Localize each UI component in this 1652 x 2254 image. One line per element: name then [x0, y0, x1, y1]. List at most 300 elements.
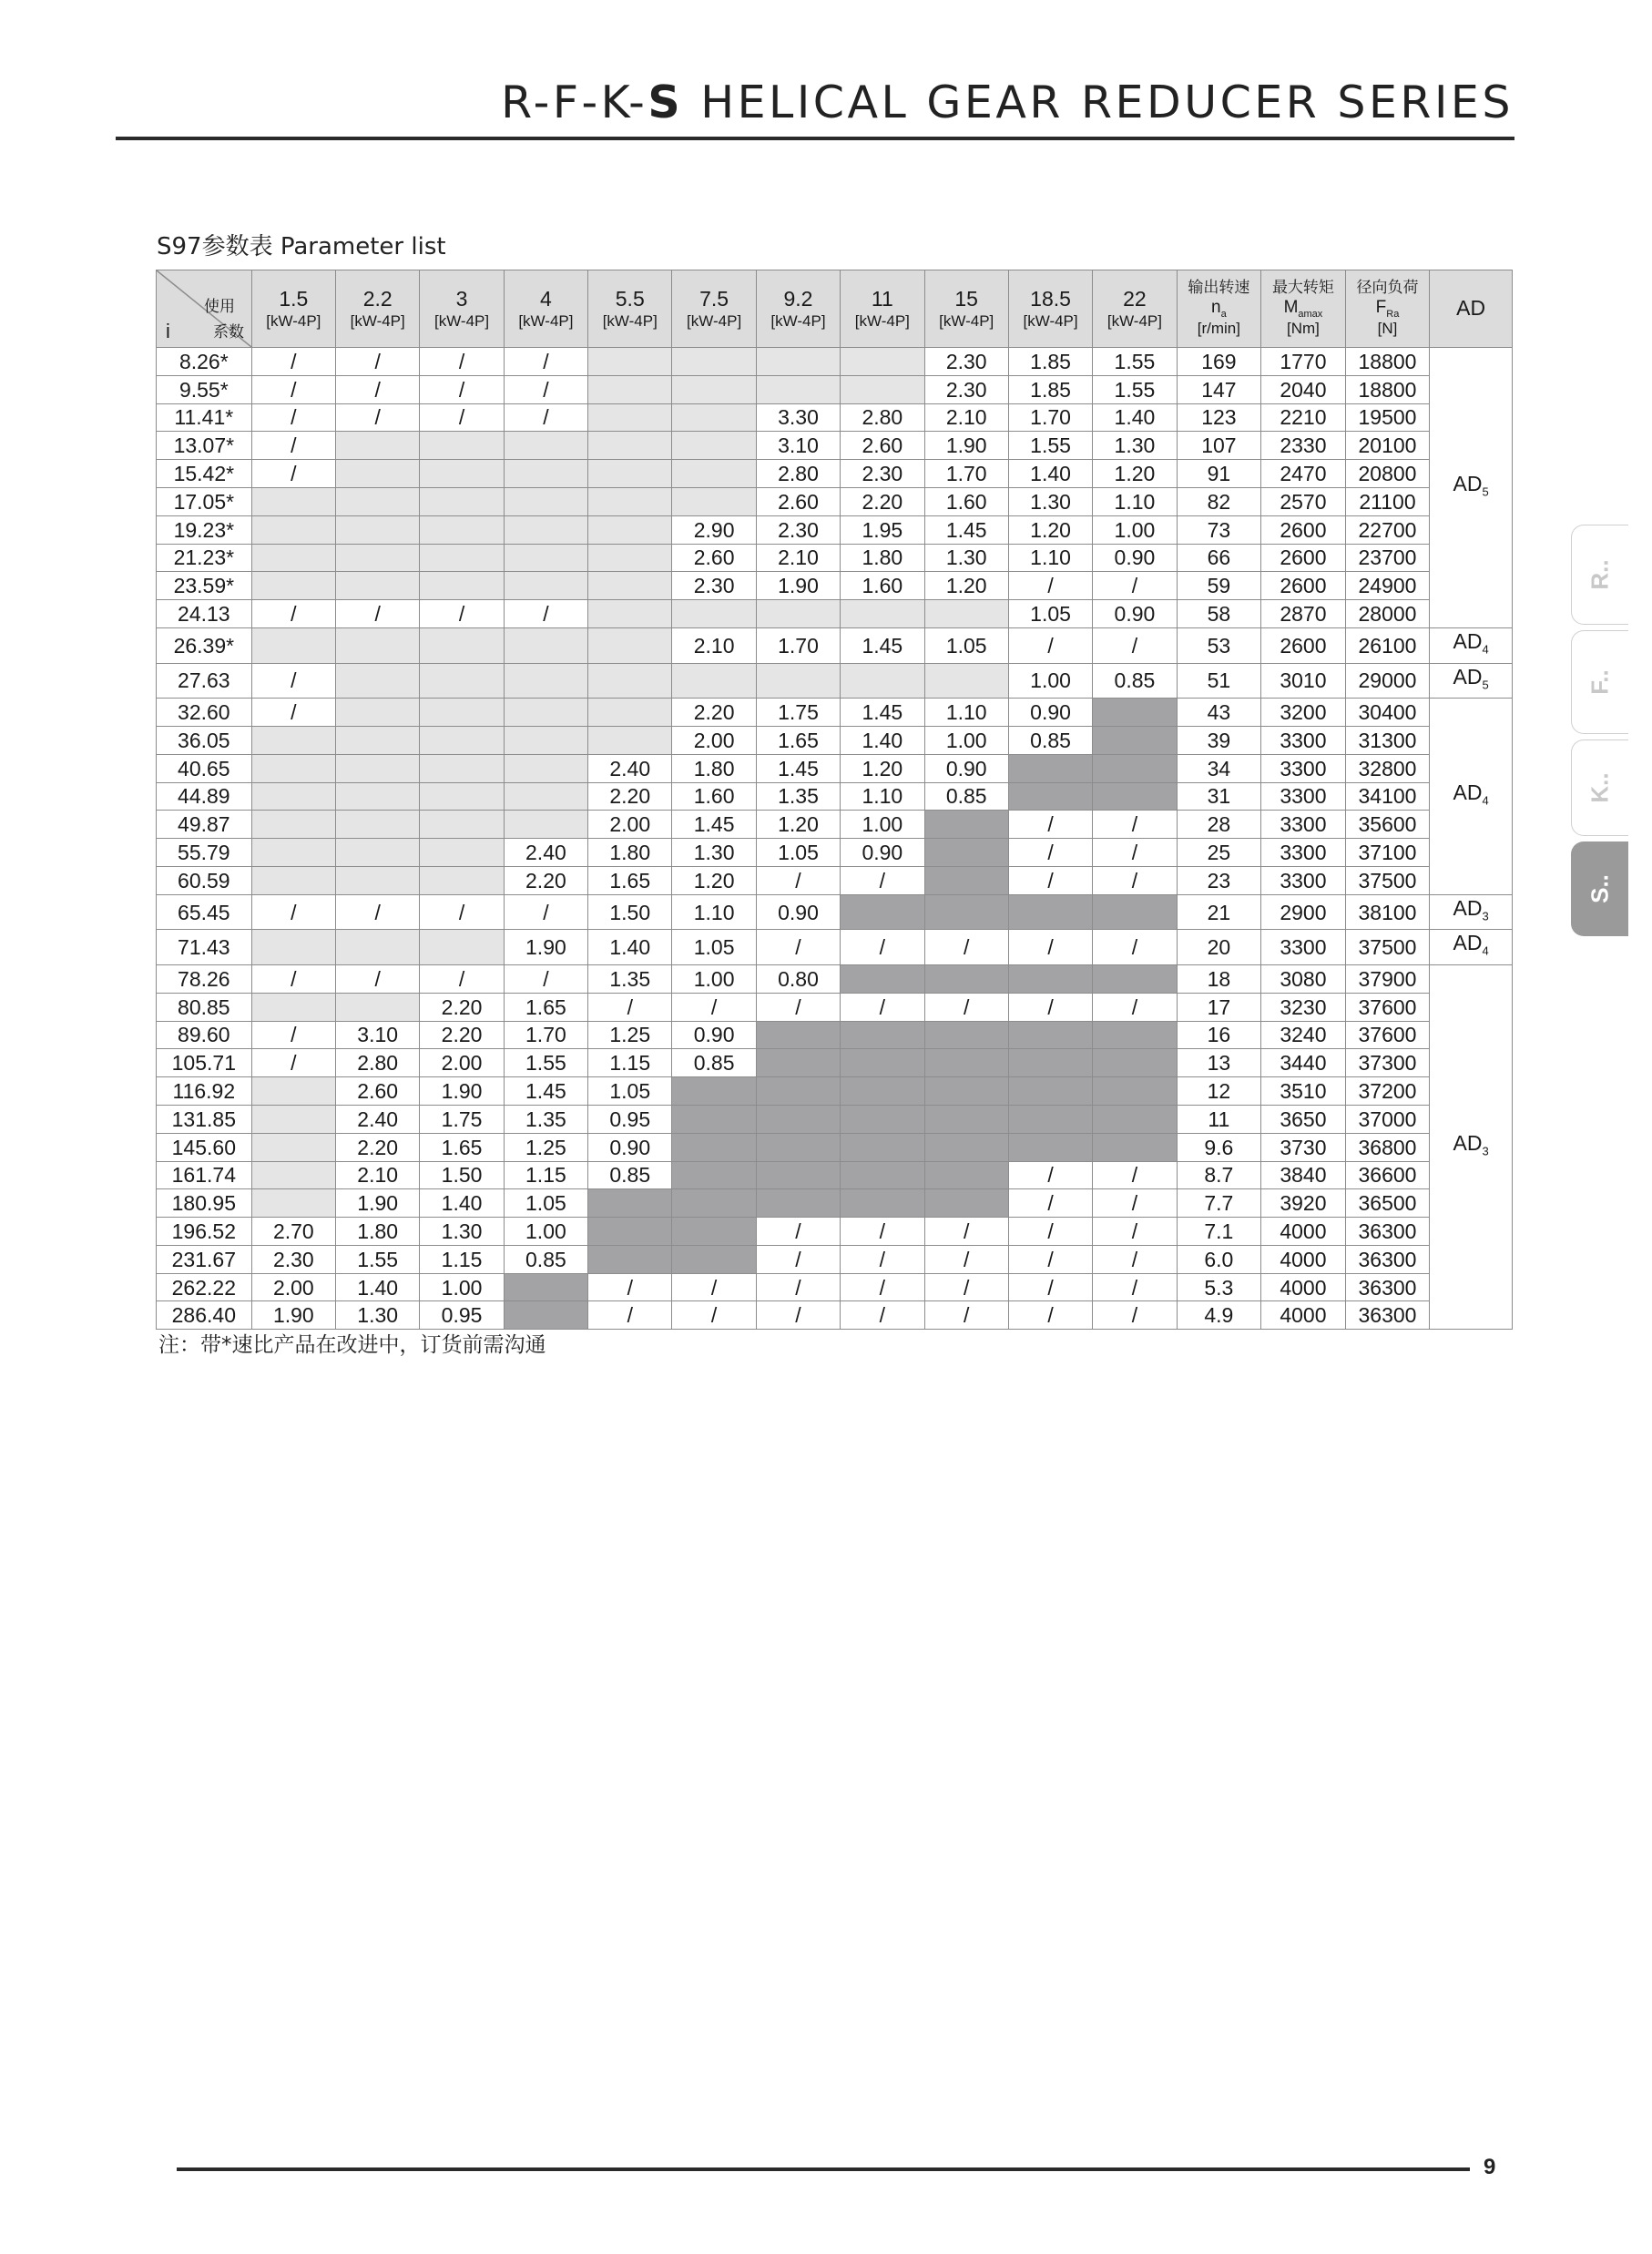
service-factor-cell: 1.00 [841, 811, 924, 839]
service-factor-cell: 2.00 [420, 1049, 504, 1077]
service-factor-cell: 0.90 [756, 894, 840, 930]
ratio-cell: 17.05* [157, 487, 252, 515]
table-row [157, 993, 1513, 1021]
ad-cell: $AD_4$ [1430, 627, 1513, 663]
table-row [157, 839, 1513, 867]
empty-cell [336, 544, 420, 572]
output-speed-cell: 59 [1177, 572, 1261, 600]
empty-cell [504, 663, 587, 699]
table-row [157, 1218, 1513, 1246]
radial-load-cell: 29000 [1345, 663, 1430, 699]
power-unit: [kW-4P] [854, 311, 910, 330]
unavailable-cell [756, 1189, 840, 1218]
service-factor-cell: / [504, 894, 587, 930]
unavailable-cell [504, 1273, 587, 1301]
service-factor-cell: / [1008, 930, 1092, 965]
service-factor-cell: 2.20 [841, 487, 924, 515]
service-factor-cell: / [336, 348, 420, 376]
table-row [157, 403, 1513, 432]
ratio-cell: 8.26* [157, 348, 252, 376]
empty-cell [251, 726, 335, 754]
unavailable-cell [672, 1218, 756, 1246]
power-header-1.5 [251, 270, 335, 348]
power-unit: [kW-4P] [1023, 311, 1078, 330]
output-speed-cell: 25 [1177, 839, 1261, 867]
empty-cell [251, 754, 335, 782]
service-factor-cell: 1.20 [672, 866, 756, 894]
ratio-cell: 71.43 [157, 930, 252, 965]
unavailable-cell [1093, 1021, 1177, 1049]
service-factor-cell: 1.80 [336, 1218, 420, 1246]
empty-cell [588, 627, 672, 663]
empty-cell [841, 348, 924, 376]
service-factor-cell: / [420, 964, 504, 993]
service-factor-cell: / [588, 1301, 672, 1330]
max-torque-cell: 2600 [1261, 572, 1346, 600]
empty-cell [756, 375, 840, 403]
empty-cell [336, 866, 420, 894]
service-factor-cell: 1.70 [1008, 403, 1092, 432]
output-speed-cell: 7.1 [1177, 1218, 1261, 1246]
unavailable-cell [756, 1049, 840, 1077]
output-speed-cell: 21 [1177, 894, 1261, 930]
empty-cell [420, 726, 504, 754]
radial-load-cell: 36300 [1345, 1301, 1430, 1330]
table-row [157, 1301, 1513, 1330]
unavailable-cell [756, 1133, 840, 1161]
power-unit: [kW-4P] [939, 311, 994, 330]
service-factor-cell: / [841, 993, 924, 1021]
service-factor-cell: 1.35 [756, 782, 840, 811]
unavailable-cell [756, 1105, 840, 1133]
empty-cell [504, 515, 587, 544]
empty-cell [756, 663, 840, 699]
max-torque-cell: 2870 [1261, 600, 1346, 628]
ratio-cell: 60.59 [157, 866, 252, 894]
service-factor-cell: / [251, 600, 335, 628]
max-torque-cell: 3300 [1261, 930, 1346, 965]
unavailable-cell [1093, 782, 1177, 811]
table-row [157, 1105, 1513, 1133]
radial-load-cell: 18800 [1345, 348, 1430, 376]
unavailable-cell [672, 1105, 756, 1133]
max-torque-cell: 2600 [1261, 544, 1346, 572]
service-factor-cell: 1.70 [924, 460, 1008, 488]
output-speed-cell: 11 [1177, 1105, 1261, 1133]
unavailable-cell [672, 1245, 756, 1273]
unavailable-cell [504, 1301, 587, 1330]
ad-header: AD [1430, 270, 1513, 348]
service-factor-cell: / [1093, 1189, 1177, 1218]
service-factor-cell: / [251, 432, 335, 460]
unavailable-cell [924, 839, 1008, 867]
table-row [157, 726, 1513, 754]
power-value: 22 [1123, 287, 1147, 311]
power-value: 18.5 [1030, 287, 1071, 311]
service-factor-cell: 1.20 [1093, 460, 1177, 488]
unavailable-cell [1008, 1049, 1092, 1077]
empty-cell [504, 460, 587, 488]
header-rule [116, 137, 1514, 140]
service-factor-cell: 2.40 [504, 839, 587, 867]
empty-cell [420, 460, 504, 488]
service-factor-cell: / [756, 1273, 840, 1301]
service-factor-cell: 2.70 [251, 1218, 335, 1246]
service-factor-cell: / [672, 1273, 756, 1301]
side-tab-k[interactable] [1571, 739, 1628, 836]
service-factor-cell: 1.30 [1008, 487, 1092, 515]
service-factor-cell: / [1008, 1218, 1092, 1246]
service-factor-cell: 1.00 [420, 1273, 504, 1301]
table-row [157, 964, 1513, 993]
unavailable-cell [1008, 1021, 1092, 1049]
unavailable-cell [672, 1161, 756, 1189]
empty-cell [251, 839, 335, 867]
header-unit: [Nm] [1286, 320, 1320, 338]
side-tab-label: S.. [1586, 874, 1614, 903]
ratio-cell: 32.60 [157, 699, 252, 727]
service-factor-cell: / [1093, 1273, 1177, 1301]
output-speed-cell: 28 [1177, 811, 1261, 839]
power-header-18.5 [1008, 270, 1092, 348]
service-factor-cell: 2.10 [672, 627, 756, 663]
radial-load-cell: 23700 [1345, 544, 1430, 572]
service-factor-cell: / [251, 964, 335, 993]
service-factor-cell: / [841, 930, 924, 965]
empty-cell [336, 515, 420, 544]
empty-cell [504, 811, 587, 839]
service-factor-cell: 2.20 [588, 782, 672, 811]
unavailable-cell [756, 1077, 840, 1106]
empty-cell [588, 515, 672, 544]
service-factor-cell: 1.45 [841, 627, 924, 663]
service-factor-cell: 1.05 [924, 627, 1008, 663]
ratio-cell: 44.89 [157, 782, 252, 811]
radial-load-cell: 21100 [1345, 487, 1430, 515]
service-factor-cell: / [1008, 866, 1092, 894]
radial-load-cell: 18800 [1345, 375, 1430, 403]
unavailable-cell [588, 1245, 672, 1273]
radial-load-cell: 37500 [1345, 930, 1430, 965]
service-factor-cell: 1.30 [336, 1301, 420, 1330]
table-row [157, 600, 1513, 628]
service-factor-cell: / [251, 375, 335, 403]
radial-load-cell: 32800 [1345, 754, 1430, 782]
output-speed-cell: 39 [1177, 726, 1261, 754]
ratio-cell: 105.71 [157, 1049, 252, 1077]
unavailable-cell [841, 1189, 924, 1218]
power-header-2.2 [336, 270, 420, 348]
unavailable-cell [588, 1189, 672, 1218]
table-row [157, 811, 1513, 839]
service-factor-cell: 0.85 [1093, 663, 1177, 699]
unavailable-cell [588, 1218, 672, 1246]
empty-cell [588, 487, 672, 515]
empty-cell [251, 1105, 335, 1133]
service-factor-cell: / [336, 375, 420, 403]
extra-header-2 [1345, 270, 1430, 348]
service-factor-cell: / [1093, 1161, 1177, 1189]
radial-load-cell: 37900 [1345, 964, 1430, 993]
output-speed-cell: 7.7 [1177, 1189, 1261, 1218]
table-row [157, 1077, 1513, 1106]
empty-cell [251, 515, 335, 544]
unavailable-cell [924, 1077, 1008, 1106]
service-factor-cell: 1.40 [1093, 403, 1177, 432]
power-header-11 [841, 270, 924, 348]
service-factor-cell: 0.85 [1008, 726, 1092, 754]
unavailable-cell [924, 1189, 1008, 1218]
empty-cell [336, 487, 420, 515]
service-factor-cell: 0.85 [504, 1245, 587, 1273]
empty-cell [504, 487, 587, 515]
service-factor-cell: 1.30 [672, 839, 756, 867]
output-speed-cell: 58 [1177, 600, 1261, 628]
table-row [157, 782, 1513, 811]
service-factor-cell: / [756, 1218, 840, 1246]
empty-cell [672, 487, 756, 515]
service-factor-cell: / [1008, 811, 1092, 839]
radial-load-cell: 36300 [1345, 1218, 1430, 1246]
ratio-cell: 286.40 [157, 1301, 252, 1330]
service-factor-cell: / [924, 1273, 1008, 1301]
unavailable-cell [1008, 782, 1092, 811]
empty-cell [420, 627, 504, 663]
side-tab-s[interactable] [1571, 841, 1628, 936]
ratio-cell: 21.23* [157, 544, 252, 572]
service-factor-cell: 0.95 [420, 1301, 504, 1330]
service-factor-cell: 1.40 [1008, 460, 1092, 488]
service-factor-cell: 1.45 [504, 1077, 587, 1106]
max-torque-cell: 2470 [1261, 460, 1346, 488]
unavailable-cell [1093, 894, 1177, 930]
output-speed-cell: 18 [1177, 964, 1261, 993]
output-speed-cell: 73 [1177, 515, 1261, 544]
radial-load-cell: 38100 [1345, 894, 1430, 930]
service-factor-cell: 1.40 [841, 726, 924, 754]
output-speed-cell: 20 [1177, 930, 1261, 965]
service-factor-cell: 0.90 [1093, 544, 1177, 572]
ad-cell: $AD_3$ [1430, 894, 1513, 930]
service-factor-cell: 2.30 [841, 460, 924, 488]
unavailable-cell [756, 1021, 840, 1049]
ratio-cell: 9.55* [157, 375, 252, 403]
service-factor-cell: / [504, 964, 587, 993]
service-factor-cell: 1.05 [504, 1189, 587, 1218]
service-factor-cell: 3.30 [756, 403, 840, 432]
ratio-cell: 180.95 [157, 1189, 252, 1218]
radial-load-cell: 28000 [1345, 600, 1430, 628]
service-factor-cell: / [251, 1021, 335, 1049]
service-factor-cell: / [672, 1301, 756, 1330]
table-row [157, 375, 1513, 403]
radial-load-cell: 24900 [1345, 572, 1430, 600]
corner-header [157, 270, 252, 348]
service-factor-cell: 1.10 [1008, 544, 1092, 572]
max-torque-cell: 3840 [1261, 1161, 1346, 1189]
header-bold-letter: S [648, 76, 684, 128]
empty-cell [336, 811, 420, 839]
empty-cell [251, 993, 335, 1021]
unavailable-cell [1093, 1133, 1177, 1161]
empty-cell [504, 699, 587, 727]
service-factor-cell: / [251, 1049, 335, 1077]
empty-cell [588, 663, 672, 699]
radial-load-cell: 34100 [1345, 782, 1430, 811]
unavailable-cell [1093, 1049, 1177, 1077]
unavailable-cell [1008, 754, 1092, 782]
empty-cell [756, 348, 840, 376]
unavailable-cell [672, 1077, 756, 1106]
empty-cell [336, 782, 420, 811]
service-factor-cell: 1.05 [588, 1077, 672, 1106]
unavailable-cell [841, 1133, 924, 1161]
service-factor-cell: / [756, 930, 840, 965]
service-factor-cell: 2.80 [841, 403, 924, 432]
empty-cell [588, 699, 672, 727]
side-tab-label: K.. [1586, 772, 1614, 803]
ratio-cell: 11.41* [157, 403, 252, 432]
max-torque-cell: 3230 [1261, 993, 1346, 1021]
service-factor-cell: 2.20 [504, 866, 587, 894]
service-factor-cell: 1.65 [504, 993, 587, 1021]
service-factor-cell: 1.55 [336, 1245, 420, 1273]
service-factor-cell: 2.10 [336, 1161, 420, 1189]
service-factor-cell: 3.10 [336, 1021, 420, 1049]
service-factor-cell: 1.20 [756, 811, 840, 839]
output-speed-cell: 17 [1177, 993, 1261, 1021]
table-row [157, 460, 1513, 488]
table-row [157, 754, 1513, 782]
empty-cell [336, 663, 420, 699]
service-factor-cell: / [336, 600, 420, 628]
service-factor-cell: 1.90 [420, 1077, 504, 1106]
service-factor-cell: 1.50 [420, 1161, 504, 1189]
power-header-5.5 [588, 270, 672, 348]
service-factor-cell: / [1008, 1273, 1092, 1301]
power-header-9.2 [756, 270, 840, 348]
empty-cell [588, 432, 672, 460]
service-factor-cell: / [841, 1245, 924, 1273]
service-factor-cell: / [504, 600, 587, 628]
empty-cell [420, 432, 504, 460]
power-unit: [kW-4P] [518, 311, 574, 330]
header-symbol: $F_{Ra}$ [1375, 297, 1400, 320]
output-speed-cell: 31 [1177, 782, 1261, 811]
service-factor-cell: 1.40 [420, 1189, 504, 1218]
service-factor-cell: 1.55 [1008, 432, 1092, 460]
output-speed-cell: 107 [1177, 432, 1261, 460]
service-factor-cell: 1.10 [841, 782, 924, 811]
service-factor-cell: 1.90 [924, 432, 1008, 460]
service-factor-cell: 2.90 [672, 515, 756, 544]
power-value: 4 [540, 287, 552, 311]
unavailable-cell [841, 1021, 924, 1049]
power-value: 15 [954, 287, 978, 311]
service-factor-cell: 1.85 [1008, 375, 1092, 403]
unavailable-cell [1093, 1077, 1177, 1106]
service-factor-cell: / [1008, 839, 1092, 867]
service-factor-cell: / [756, 1245, 840, 1273]
service-factor-cell: 1.70 [756, 627, 840, 663]
service-factor-cell: / [336, 894, 420, 930]
parameter-table [156, 270, 1513, 1330]
service-factor-cell: 1.35 [504, 1105, 587, 1133]
service-factor-cell: / [251, 460, 335, 488]
ad-cell: $AD_3$ [1430, 964, 1513, 1329]
empty-cell [420, 866, 504, 894]
radial-load-cell: 37200 [1345, 1077, 1430, 1106]
service-factor-cell: 1.20 [924, 572, 1008, 600]
empty-cell [420, 930, 504, 965]
table-row [157, 1161, 1513, 1189]
service-factor-cell: 1.90 [336, 1189, 420, 1218]
table-body [157, 348, 1513, 1330]
service-factor-cell: 1.35 [588, 964, 672, 993]
page-number: 9 [1484, 2155, 1496, 2179]
service-factor-cell: 2.30 [251, 1245, 335, 1273]
side-tab-f[interactable] [1571, 630, 1628, 734]
empty-cell [672, 348, 756, 376]
side-tab-r[interactable] [1571, 525, 1628, 625]
service-factor-cell: / [504, 375, 587, 403]
empty-cell [420, 754, 504, 782]
empty-cell [756, 600, 840, 628]
table-row [157, 515, 1513, 544]
table-row [157, 1021, 1513, 1049]
ad-cell: $AD_5$ [1430, 348, 1513, 628]
service-factor-cell: / [1093, 930, 1177, 965]
power-header-4 [504, 270, 587, 348]
empty-cell [251, 627, 335, 663]
empty-cell [588, 572, 672, 600]
service-factor-cell: 1.55 [1093, 375, 1177, 403]
max-torque-cell: 2040 [1261, 375, 1346, 403]
empty-cell [251, 782, 335, 811]
unavailable-cell [1093, 699, 1177, 727]
service-factor-cell: 1.05 [672, 930, 756, 965]
radial-load-cell: 35600 [1345, 811, 1430, 839]
max-torque-cell: 3440 [1261, 1049, 1346, 1077]
power-value: 2.2 [362, 287, 393, 311]
service-factor-cell: / [1093, 1301, 1177, 1330]
service-factor-cell: / [1093, 1245, 1177, 1273]
service-factor-cell: / [672, 993, 756, 1021]
service-factor-cell: 0.90 [841, 839, 924, 867]
output-speed-cell: 53 [1177, 627, 1261, 663]
unavailable-cell [924, 964, 1008, 993]
service-factor-cell: 1.10 [672, 894, 756, 930]
table-row [157, 348, 1513, 376]
service-factor-cell: / [924, 1245, 1008, 1273]
radial-load-cell: 36800 [1345, 1133, 1430, 1161]
service-factor-cell: 2.80 [336, 1049, 420, 1077]
table-subtitle: S97参数表 Parameter list [157, 233, 446, 260]
service-factor-cell: 2.40 [336, 1105, 420, 1133]
service-factor-cell: 1.45 [756, 754, 840, 782]
unavailable-cell [841, 964, 924, 993]
unavailable-cell [1008, 1105, 1092, 1133]
radial-load-cell: 37000 [1345, 1105, 1430, 1133]
empty-cell [588, 375, 672, 403]
radial-load-cell: 36600 [1345, 1161, 1430, 1189]
service-factor-cell: 3.10 [756, 432, 840, 460]
empty-cell [672, 375, 756, 403]
service-factor-cell: 0.85 [924, 782, 1008, 811]
service-factor-cell: / [1008, 1301, 1092, 1330]
service-factor-cell: 1.25 [588, 1021, 672, 1049]
service-factor-cell: 2.60 [756, 487, 840, 515]
